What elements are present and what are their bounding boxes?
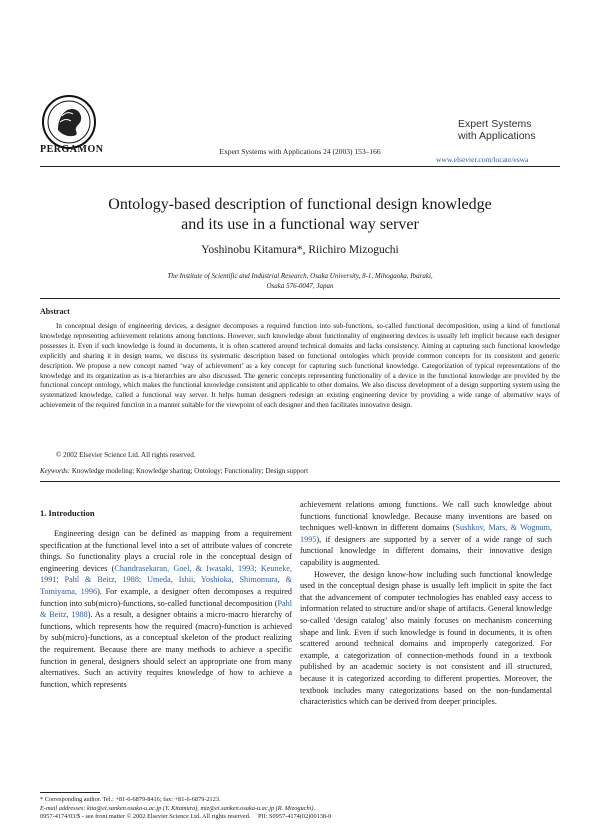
citation-link[interactable]: Chandrasekaran, Goel, & Iwasaki, 1993; Keuneke, 1991; Pahl & Beitz, 1988; Umeda, Ishii, Yoshioka, Shimomura, & Tomiyama, 1996	[40, 563, 292, 596]
abstract-copyright: © 2002 Elsevier Science Ltd. All rights reserved.	[56, 451, 196, 459]
paper-title-line2: and its use in a functional way server	[181, 216, 419, 233]
section-heading: 1. Introduction	[40, 508, 95, 518]
abstract-top-rule	[40, 298, 560, 299]
publisher-name: PERGAMON	[40, 144, 104, 155]
issn-line1: 0957-4174/03/$ - see front matter © 2002 Elsevier Science Ltd. All rights reserved.	[40, 813, 251, 820]
keywords	[40, 467, 308, 475]
journal-reference: Expert Systems with Applications 24 (2003) 153–166	[219, 147, 381, 156]
affiliation-line2: Osaka 576-0047, Japan	[266, 281, 334, 290]
affiliation	[100, 272, 500, 291]
intro-paragraph	[300, 499, 552, 569]
journal-title-line1: Expert Systems	[458, 118, 532, 130]
issn-line2: PII: S0957-4174(02)00138-0	[258, 813, 332, 820]
abstract-bottom-rule	[40, 481, 560, 482]
keywords-list: Knowledge modeling; Knowledge sharing; Ontology; Functionality; Design support	[71, 467, 309, 475]
journal-title-line2: with Applications	[458, 130, 536, 142]
footnote	[40, 796, 315, 813]
footnote-line2: E-mail addresses: kita@ei.sanken.osaka-u.ac.jp (Y. Kitamura), miz@ei.sanken.osaka-u.ac.jp (R. Mizoguchi).	[40, 804, 316, 812]
citation-link[interactable]: Sushkov, Mars, & Wognum, 1995	[300, 523, 552, 544]
intro-right-column	[300, 499, 552, 708]
intro-text: achievement relations among functions. We call such knowledge about functions functional knowledge. Because many inventions are based on techniques well-known in different domains (	[300, 500, 552, 533]
affiliation-line1: The Institute of Scientific and Industrial Research, Osaka University, 8-1, Mihogaoka, Ibaraki,	[167, 272, 433, 280]
intro-text: ), if designers are supported by a server of a wide range of such functional knowledge in different domains, their innovative design capability is augmented.	[300, 534, 552, 567]
journal-url-link[interactable]: www.elsevier.com/locate/eswa	[436, 155, 529, 164]
issn-block	[40, 813, 331, 821]
paper-title-line1: Ontology-based description of functional design knowledge	[108, 196, 492, 213]
citation-link[interactable]: Pahl & Beitz, 1988	[40, 598, 292, 620]
intro-text: Engineering design can be defined as mapping from a requirement specification at the functional level into a set of attribute values of concrete things. So functionality plays a crucial role in the conceptual design of engineering devices (	[40, 529, 292, 573]
keywords-label: Keywords:	[40, 467, 71, 475]
header-rule	[40, 166, 560, 167]
intro-paragraph: However, the design know-how including such functional knowledge used in the conceptual design phase is usually left implicit in spite the fact that the advancement of computer technologies has enabled easy access to information related to structure and/or shape of artifacts. General knowledge so-called ‘design catalog’ also mainly focuses on mechanism concerning shape and link. Even if such knowledge is found in documents, it is often scattered around technical domains and improperly categorized. For example, a categorization of connection-methods found in a textbook published by an academic society is not consistent and ill structured, because it is categorized according to different properties. Moreover, the textbook includes many categorizations based on the non-fundamental characteristics which can be derived from deeper principles.	[300, 569, 552, 707]
abstract-heading: Abstract	[40, 307, 70, 316]
journal-logo-title	[458, 118, 558, 142]
footnote-line1: * Corresponding author. Tel.: +81-6-6879-8416; fax: +81-6-6879-2123.	[40, 796, 221, 803]
intro-text: ). For example, a designer often decomposes a required function into sub(micro)-functions, so-called functional decomposition (	[40, 586, 292, 608]
footnote-rule	[40, 792, 100, 793]
paper-title	[40, 195, 560, 235]
abstract-text: In conceptual design of engineering devices, a designer decomposes a required function into sub-functions, so-called functional decomposition, using a kind of functional knowledge representing achievement relations among functions. However, such knowledge about functionality of engineering devices is usually left implicit because each designer possesses it. Even if such knowledge is found in documents, it is often scattered around technical domains and lacks consistency. Aiming at capturing such functional knowledge explicitly and sharing it in design teams, we discuss its systematic description based on functional ontologies which provide common concepts for its consistent and generic description. We propose a new concept named ‘way of achievement’ as a key concept for capturing such functional knowledge. Categorization of typical representations of the knowledge and its organization as is-a hierarchies are also discussed. The generic concepts representing functionality of a device in the functional knowledge are provided by the functional concept ontology, which makes the functional knowledge consistent and applicable to other domains. We also discuss development of a design supporting system using the systematized knowledge, called a functional way server. It helps human designers redesign an existing engineering device by providing a wide range of alternative ways of achievement of the required function in a manner suitable for the viewpoint of each designer and then facilitates innovative design.	[40, 322, 560, 410]
intro-left-column	[40, 528, 292, 690]
intro-text: ). As a result, a designer obtains a micro-macro hierarchy of functions, which represents how the required (macro)-function is achieved by sub(micro)-functions, as a conceptual skeleton of the product realizing the requirement. Because there are many methods to achieve a specific function in general, designers should select an appropriate one from many alternatives. Such an activity requires knowledge of how to achieve a function, which represents	[40, 610, 292, 689]
authors: Yoshinobu Kitamura*, Riichiro Mizoguchi	[201, 244, 399, 256]
